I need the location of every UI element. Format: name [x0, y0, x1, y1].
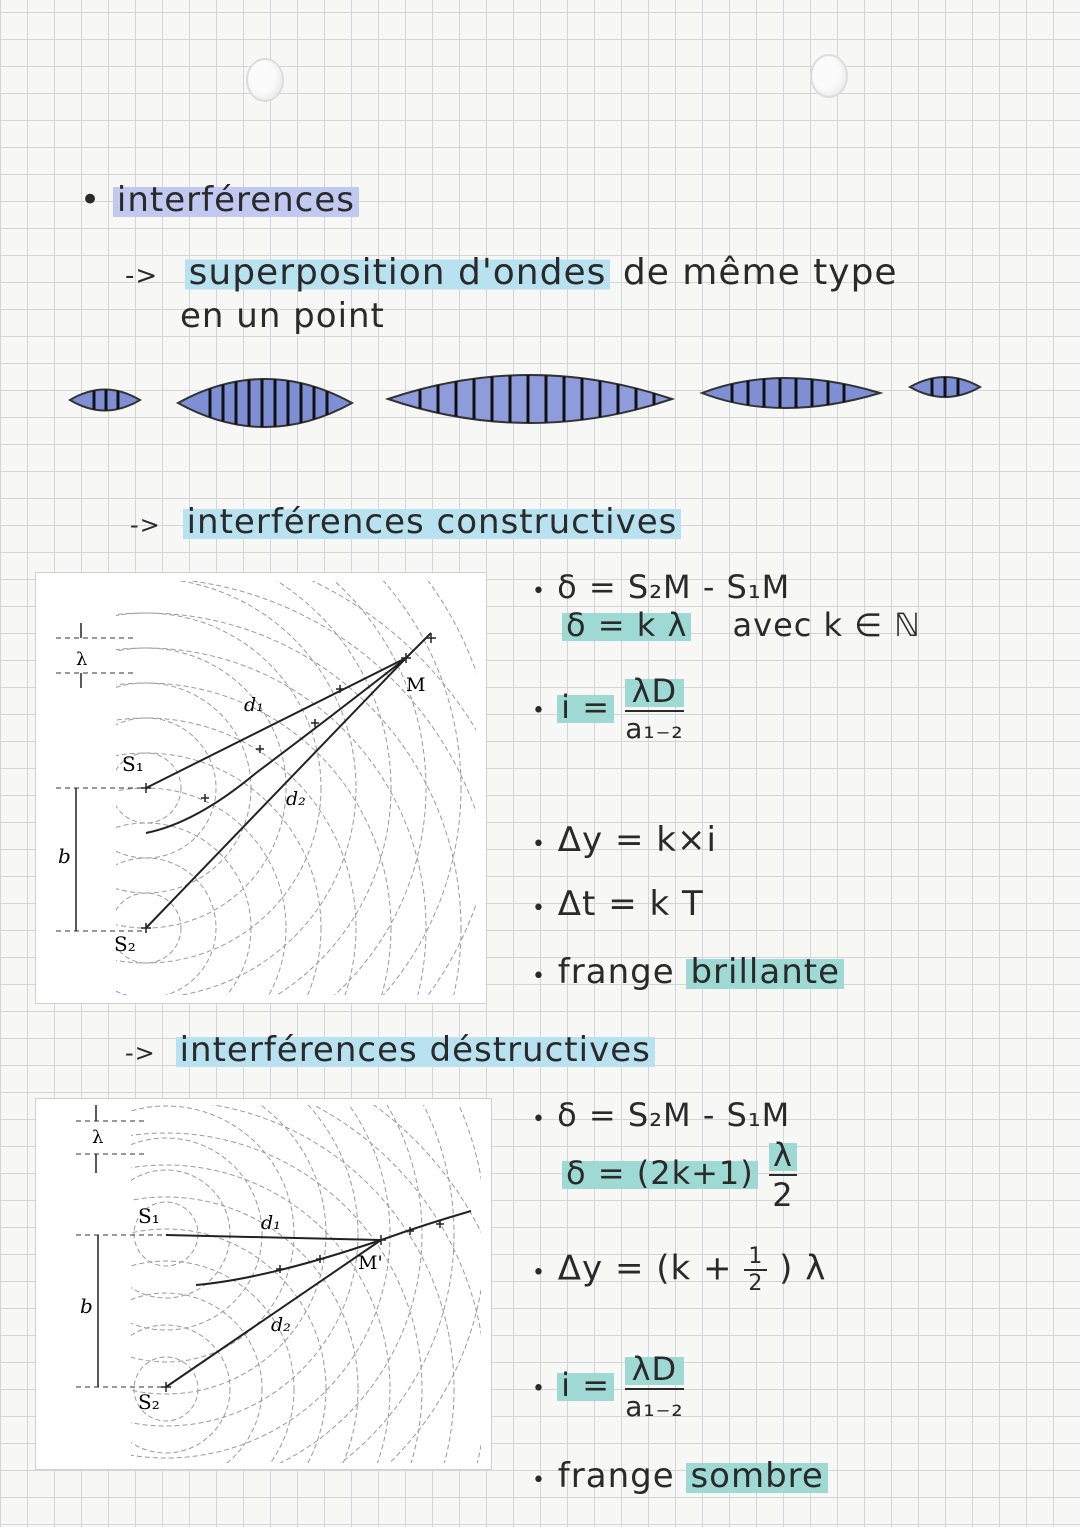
interfrange-fraction — [625, 672, 683, 745]
delta-definition-destructive: δ = S₂M - S₁M — [557, 1096, 791, 1134]
d1-line — [146, 658, 406, 788]
m-label: M — [406, 674, 426, 696]
s1-label: S₁ — [122, 752, 144, 776]
dy-half-numerator: 1 — [744, 1244, 767, 1271]
lens-3 — [388, 375, 672, 423]
frange-brillante: brillante — [686, 952, 844, 992]
dy-formula-destructive-lhs: Δy = (k + — [557, 1248, 733, 1289]
delta-fraction-numerator: λ — [769, 1136, 797, 1176]
interfrange-lhs: i = — [557, 688, 614, 726]
definition-line-2: en un point — [180, 296, 385, 336]
destructive-delta-def: • δ = S₂M - S₁M — [532, 1096, 791, 1134]
constructive-figure — [35, 572, 487, 1004]
dy-half-fraction — [744, 1244, 767, 1296]
lambda-label: λ — [76, 649, 88, 670]
title-bullet: • — [80, 180, 102, 220]
constructive-wave-diagram — [36, 573, 486, 1003]
delta-condition-constructive: δ = k λ — [562, 606, 691, 644]
d2-label: d₂ — [286, 788, 306, 810]
definition-line-1 — [125, 252, 898, 293]
constructive-frange: • frange brillante — [532, 952, 844, 992]
interfrange-fraction-destructive — [625, 1350, 683, 1423]
delta-fraction-denominator: 2 — [772, 1176, 794, 1214]
constructive-dy: • Δy = k×i — [532, 820, 717, 860]
destructive-heading: interférences déstructives — [176, 1030, 655, 1070]
interfrange-denominator: a₁₋₂ — [625, 712, 684, 745]
delta-domain: avec k ∈ ℕ — [732, 606, 921, 644]
constructive-delta-eq — [562, 606, 921, 644]
d1-label-destructive: d₁ — [261, 1212, 281, 1234]
definition-arrow: -> — [125, 261, 159, 291]
constructive-arrow: -> — [130, 511, 161, 539]
destructive-wave-diagram — [36, 1099, 491, 1469]
s2-label-destructive: S₂ — [138, 1390, 160, 1414]
b-label: b — [58, 844, 71, 868]
interfrange-denominator-destructive: a₁₋₂ — [625, 1390, 684, 1423]
frange-sombre: sombre — [686, 1456, 827, 1496]
interfrange-numerator: λD — [625, 672, 683, 712]
destructive-delta-eq — [562, 1136, 797, 1214]
frange-label: frange — [557, 952, 675, 992]
destructive-figure — [35, 1098, 492, 1470]
lambda-label-destructive: λ — [92, 1127, 104, 1148]
frange-label-destructive: frange — [557, 1456, 675, 1496]
d2-label-destructive: d₂ — [271, 1314, 291, 1336]
delta-definition: δ = S₂M - S₁M — [557, 568, 791, 606]
delta-condition-destructive: δ = (2k+1) — [562, 1154, 758, 1192]
binder-hole-right — [810, 54, 848, 98]
constructive-interfrange: • i = $\frac{\lambda D}{\text{a₁₋₂}}$ — [532, 672, 684, 745]
s2-label: S₂ — [114, 932, 136, 956]
b-label-destructive: b — [80, 1294, 93, 1318]
constructive-delta-def: • δ = S₂M - S₁M — [532, 568, 791, 606]
delta-fraction — [769, 1136, 797, 1214]
interfrange-numerator-destructive: λD — [625, 1350, 683, 1390]
dy-half-denominator: 2 — [748, 1271, 764, 1296]
constructive-heading-line — [130, 502, 681, 542]
definition-rest: de même type — [622, 252, 898, 293]
title-line — [80, 180, 359, 220]
destructive-heading-line — [125, 1030, 655, 1070]
binder-hole-left — [246, 58, 284, 102]
interfrange-lhs-destructive: i = — [557, 1366, 614, 1404]
page-title: interférences — [113, 180, 359, 220]
d1-label: d₁ — [244, 694, 264, 716]
destructive-frange: • frange sombre — [532, 1456, 828, 1496]
constructive-dt: • Δt = k T — [532, 884, 704, 924]
lens-4 — [702, 378, 880, 408]
dt-formula: Δt = k T — [557, 884, 704, 924]
dy-formula: Δy = k×i — [557, 820, 717, 860]
d2-line — [146, 658, 406, 928]
definition-highlight: superposition d'ondes — [185, 252, 611, 293]
wave-packet-drawing — [60, 355, 1000, 455]
destructive-dy: • Δy = (k + $\frac{1}{2}$ ) λ — [532, 1244, 827, 1296]
constructive-heading: interférences constructives — [183, 502, 682, 542]
destructive-interfrange: • i = $\frac{\lambda D}{\text{a₁₋₂}}$ — [532, 1350, 684, 1423]
m-prime-label: M' — [358, 1252, 383, 1274]
dy-formula-destructive-rhs: ) λ — [779, 1248, 827, 1289]
destructive-arrow: -> — [125, 1039, 156, 1067]
s1-label-destructive: S₁ — [138, 1204, 160, 1228]
